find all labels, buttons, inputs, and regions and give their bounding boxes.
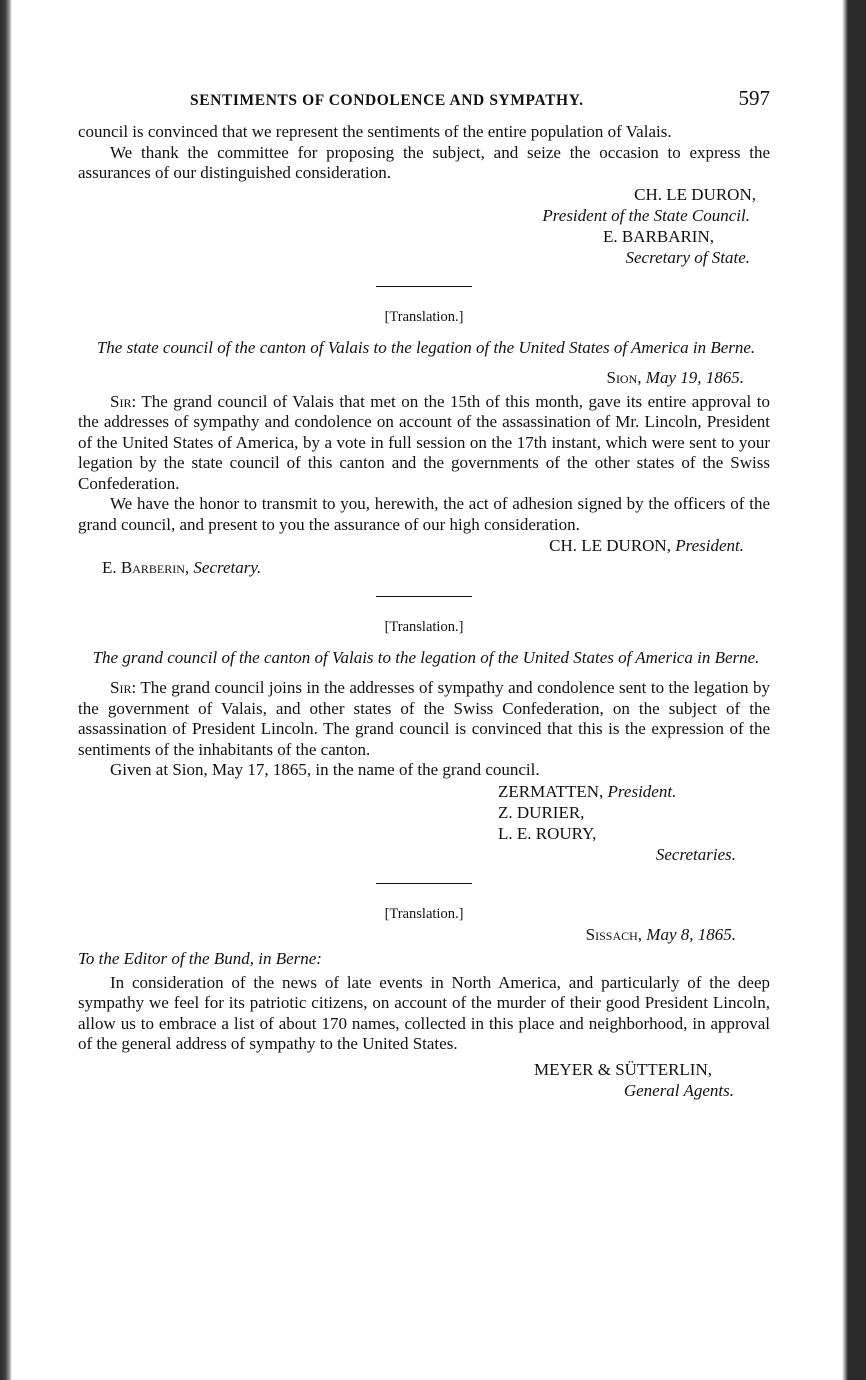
signatory-name: Z. DURIER, — [498, 802, 585, 822]
dateline-place: Sissach, — [585, 924, 643, 944]
dateline — [78, 925, 770, 945]
section-grand-council-letter — [78, 619, 770, 865]
section-divider — [376, 883, 472, 884]
paragraph: We have the honor to transmit to you, herewith, the act of adhesion signed by the officers of the grand council, and present to you the assurance of our high consideration. — [78, 494, 770, 534]
salutation: Sir: — [110, 391, 137, 411]
secretary-title: Secretary. — [193, 558, 262, 577]
paragraph: In consideration of the news of late events in North America, and particularly of the deep sympathy we feel for its patriotic citizens, on account of the murder of their good President Lincoln, allow us to embrace a list of about 170 names, collected in this place and neighborhood, in approval of the general address of sympathy to the United States. — [78, 972, 770, 1053]
signatory-title: Secretary of State. — [625, 247, 750, 267]
signature — [78, 1059, 770, 1101]
dateline-place: Sion, — [606, 367, 642, 387]
letter-heading: The state council of the canton of Valais to the legation of the United States of America in Berne. — [96, 337, 756, 357]
dateline — [78, 368, 770, 388]
section-state-council-letter — [78, 309, 770, 579]
section-state-council-close — [78, 122, 770, 268]
page-header — [78, 86, 770, 116]
secretary-signature — [102, 558, 770, 578]
paragraph-text: The grand council of Valais that met on the 15th of this month, gave its entire approval to the addresses of sympathy and condolence on account of the assassination of Mr. Lincoln, President of the United States of America, by a vote in full session on the 17th instant, which were sent to your legation by the state council of this canton and the governments of the other states of the Swiss Confederation. — [78, 391, 770, 493]
dateline-date: May 8, 1865. — [646, 924, 736, 944]
translation-label: [Translation.] — [384, 905, 464, 922]
paragraph: council is convinced that we represent the sentiments of the entire population of Valais. — [78, 122, 672, 141]
paragraph — [78, 678, 770, 760]
signatory-name: CH. LE DURON, — [634, 184, 756, 204]
scan-edge-right — [836, 0, 866, 1380]
signature — [498, 781, 770, 865]
addressee: To the Editor of the Bund, in Berne: — [78, 948, 322, 968]
running-head: SENTIMENTS OF CONDOLENCE AND SYMPATHY. — [190, 92, 584, 109]
section-sissach-letter — [78, 906, 770, 1101]
signature — [78, 535, 770, 556]
signatory-title: President. — [675, 536, 744, 555]
translation-label: [Translation.] — [384, 308, 464, 325]
translation-label: [Translation.] — [384, 619, 464, 635]
page-number: 597 — [738, 86, 770, 110]
signatory-title: President of the State Council. — [542, 205, 750, 225]
letter-heading: The grand council of the canton of Valais to the legation of the United States of America in Berne. — [92, 648, 760, 667]
signatory-name: E. BARBARIN, — [603, 226, 714, 246]
document-page — [78, 86, 770, 1101]
paragraph: Given at Sion, May 17, 1865, in the name of the grand council. — [110, 760, 540, 779]
signature — [78, 184, 770, 268]
paragraph: We thank the committee for proposing the subject, and seize the occasion to express the assurances of our distinguished consideration. — [78, 142, 770, 182]
secretary-name: E. Barberin, — [102, 558, 190, 577]
paragraph-text: The grand council joins in the addresses of sympathy and condolence sent to the legation by the government of Valais, and other states of the Swiss Confederation, on the subject of the assassination of President Lincoln. The grand council is convinced that this is the expression of the sentiments of the inhabitants of the canton. — [78, 678, 770, 759]
signatory-title: Secretaries. — [655, 844, 736, 864]
signatory-line — [498, 781, 770, 802]
signatory-name: L. E. ROURY, — [498, 823, 597, 843]
scan-edge-left — [0, 0, 12, 1380]
section-divider — [376, 286, 472, 287]
section-divider — [376, 596, 472, 597]
salutation: Sir: — [110, 678, 137, 697]
signatory-name: MEYER & SÜTTERLIN, — [533, 1059, 712, 1079]
signatory-title: General Agents. — [623, 1080, 734, 1100]
dateline-date: May 19, 1865. — [645, 367, 744, 387]
signatory-name: CH. LE DURON, — [549, 536, 671, 555]
signatory-title: President. — [607, 781, 677, 801]
signatory-name: ZERMATTEN, — [498, 781, 604, 801]
paragraph — [78, 392, 770, 495]
